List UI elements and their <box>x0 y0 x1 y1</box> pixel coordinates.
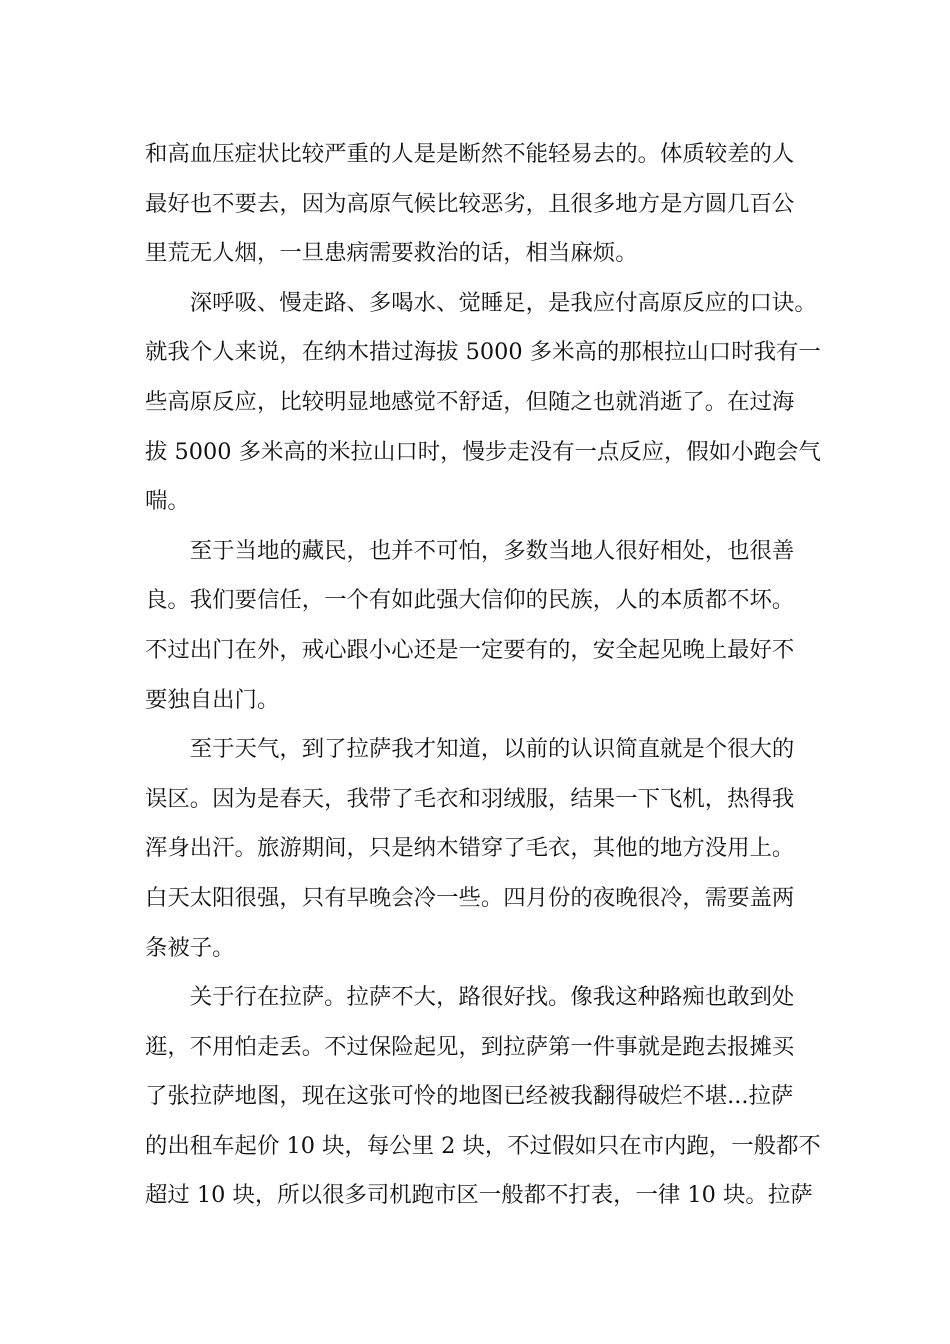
text-line: 深呼吸、慢走路、多喝水、觉睡足，是我应付高原反应的口诀。 <box>145 289 817 316</box>
text-line: 逛，不用怕走丢。不过保险起见，到拉萨第一件事就是跑去报摊买 <box>145 1033 795 1060</box>
text-line: 至于天气，到了拉萨我才知道，以前的认识简直就是个很大的 <box>145 736 795 763</box>
text-line: 误区。因为是春天，我带了毛衣和羽绒服，结果一下飞机，热得我 <box>145 785 795 812</box>
text-line: 里荒无人烟，一旦患病需要救治的话，相当麻烦。 <box>145 240 638 267</box>
body-text <box>145 130 821 1221</box>
text-line: 至于当地的藏民，也并不可怕，多数当地人很好相处，也很善 <box>145 537 795 564</box>
text-line: 了张拉萨地图，现在这张可怜的地图已经被我翻得破烂不堪...拉萨 <box>145 1083 794 1110</box>
text-line: 和高血压症状比较严重的人是是断然不能轻易去的。体质较差的人 <box>145 141 795 167</box>
text-line: 超过 10 块，所以很多司机跑市区一般都不打表，一律 10 块。拉萨 <box>145 1182 813 1209</box>
text-line: 的出租车起价 10 块，每公里 2 块，不过假如只在市内跑，一般都不 <box>145 1132 821 1159</box>
text-line: 白天太阳很强，只有早晚会冷一些。四月份的夜晚很冷，需要盖两 <box>145 884 795 911</box>
text-line: 些高原反应，比较明显地感觉不舒适，但随之也就消逝了。在过海 <box>145 388 795 415</box>
text-line: 关于行在拉萨。拉萨不大，路很好找。像我这种路痴也敢到处 <box>145 984 795 1011</box>
text-line: 条被子。 <box>145 934 235 961</box>
text-line: 喘。 <box>145 488 190 515</box>
text-line: 要独自出门。 <box>145 686 280 713</box>
text-line: 良。我们要信任，一个有如此强大信仰的民族，人的本质都不坏。 <box>145 587 795 614</box>
text-line: 最好也不要去，因为高原气候比较恶劣，且很多地方是方圆几百公 <box>145 190 795 217</box>
text-line: 就我个人来说，在纳木措过海拔 5000 多米高的那根拉山口时我有一 <box>145 339 821 366</box>
text-line: 不过出门在外，戒心跟小心还是一定要有的，安全起见晚上最好不 <box>145 636 795 663</box>
text-line: 拔 5000 多米高的米拉山口时，慢步走没有一点反应，假如小跑会气 <box>145 438 821 465</box>
text-line: 浑身出汗。旅游期间，只是纳木错穿了毛衣，其他的地方没用上。 <box>145 835 795 862</box>
